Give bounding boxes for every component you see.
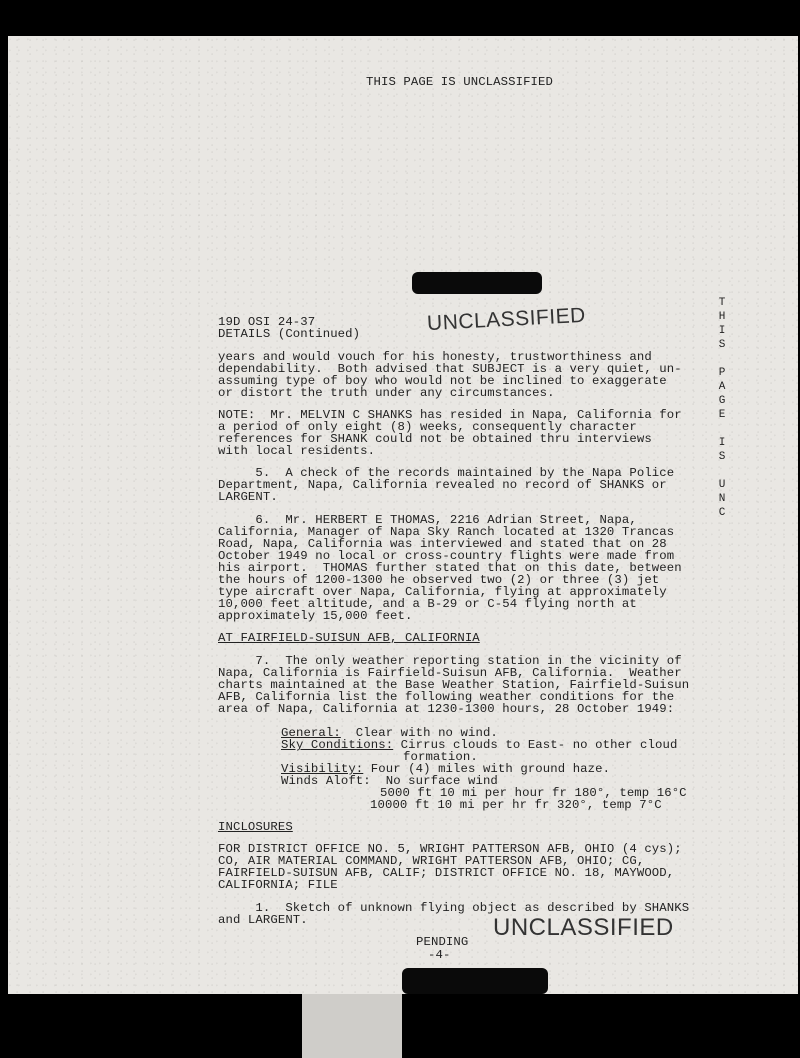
text-line: California, Manager of Napa Sky Ranch located at 1320 Trancas — [218, 525, 675, 539]
text-line: AFB, California list the following weather conditions for the — [218, 690, 675, 704]
text-line: 7. The only weather reporting station in the vicinity of — [218, 654, 682, 668]
next-page-edge — [302, 994, 402, 1058]
sky-label: Sky Conditions: — [281, 738, 394, 752]
text-line: charts maintained at the Base Weather Station, Fairfield-Suisun — [218, 678, 690, 692]
margin-char: N — [718, 493, 726, 505]
margin-char — [715, 464, 729, 478]
text-line: Department, Napa, California revealed no record of SHANKS or — [218, 478, 667, 492]
margin-char: H — [718, 311, 726, 323]
margin-char: S — [718, 451, 726, 463]
general-value: Clear with no wind. — [340, 726, 498, 740]
text-line: the hours of 1200-1300 he observed two (2) or three (3) jet — [218, 573, 660, 587]
winds-value: No surface wind — [370, 774, 498, 788]
visibility-label: Visibility: — [281, 762, 364, 776]
text-line: 6. Mr. HERBERT E THOMAS, 2216 Adrian Street, Napa, — [218, 513, 637, 527]
margin-char: A — [718, 381, 726, 393]
text-line: years and would vouch for his honesty, trustworthiness and — [218, 350, 652, 364]
text-line: his airport. THOMAS further stated that on this date, between — [218, 561, 682, 575]
margin-char: P — [718, 367, 726, 379]
weather-winds-10000: 10000 ft 10 mi per hr fr 320°, temp 7°C — [370, 798, 662, 812]
weather-winds-5000: 5000 ft 10 mi per hour fr 180°, temp 16°C — [380, 786, 687, 800]
margin-char — [715, 422, 729, 436]
page-number: -4- — [428, 948, 451, 962]
status-pending: PENDING — [416, 935, 469, 949]
text-line: NOTE: Mr. MELVIN C SHANKS has resided in Napa, California for — [218, 408, 682, 422]
text-line: area of Napa, California at 1230-1300 hours, 28 October 1949: — [218, 702, 675, 716]
weather-sky — [281, 739, 677, 751]
margin-char: U — [718, 479, 726, 491]
text-line: type aircraft over Napa, California, flying at approximately — [218, 585, 667, 599]
winds-label: Winds Aloft: — [281, 774, 371, 788]
text-line: and LARGENT. — [218, 913, 308, 927]
text-line: references for SHANK could not be obtained thru interviews — [218, 432, 652, 446]
text-line: CALIFORNIA; FILE — [218, 878, 338, 892]
text-line: Napa, California is Fairfield-Suisun AFB, California. Weather — [218, 666, 682, 680]
text-line: Road, Napa, California was interviewed and stated that on 28 — [218, 537, 667, 551]
margin-char: G — [718, 395, 726, 407]
text-line: with local residents. — [218, 444, 376, 458]
file-number: 19D OSI 24-37 — [218, 315, 316, 329]
classification-header: THIS PAGE IS UNCLASSIFIED — [366, 75, 553, 89]
text-line: LARGENT. — [218, 490, 278, 504]
general-label: General: — [281, 726, 341, 740]
inclosures-heading: INCLOSURES — [218, 820, 293, 834]
text-line: FOR DISTRICT OFFICE NO. 5, WRIGHT PATTERSON AFB, OHIO (4 cys); — [218, 842, 682, 856]
text-line: 5. A check of the records maintained by the Napa Police — [218, 466, 675, 480]
text-line: 1. Sketch of unknown flying object as described by SHANKS — [218, 901, 690, 915]
sky-value: Cirrus clouds to East- no other cloud — [393, 738, 678, 752]
margin-char: E — [718, 409, 726, 421]
section-heading: AT FAIRFIELD-SUISUN AFB, CALIFORNIA — [218, 631, 480, 645]
margin-char: T — [718, 297, 726, 309]
text-line: FAIRFIELD-SUISUN AFB, CALIF; DISTRICT OFFICE NO. 18, MAYWOOD, — [218, 866, 675, 880]
text-line: or distort the truth under any circumstances. — [218, 386, 555, 400]
unclassified-stamp-upper: UNCLASSIFIED — [426, 303, 587, 336]
text-line: 10,000 feet altitude, and a B-29 or C-54 flying north at — [218, 597, 637, 611]
text-line: assuming type of boy who would not be inclined to exaggerate — [218, 374, 667, 388]
text-line: CO, AIR MATERIAL COMMAND, WRIGHT PATTERSON AFB, OHIO; CG, — [218, 854, 645, 868]
unclassified-stamp-lower: UNCLASSIFIED — [493, 914, 674, 941]
margin-char: C — [718, 507, 726, 519]
margin-char: I — [718, 437, 726, 449]
margin-vertical-text — [715, 296, 729, 520]
margin-char: I — [718, 325, 726, 337]
text-line: a period of only eight (8) weeks, consequently character — [218, 420, 637, 434]
text-line: October 1949 no local or cross-country flights were made from — [218, 549, 675, 563]
text-line: dependability. Both advised that SUBJECT is a very quiet, un- — [218, 362, 682, 376]
section-title: DETAILS (Continued) — [218, 327, 361, 341]
margin-char — [715, 352, 729, 366]
weather-sky-continued: formation. — [403, 750, 478, 764]
text-line: approximately 15,000 feet. — [218, 609, 413, 623]
visibility-value: Four (4) miles with ground haze. — [363, 762, 611, 776]
redaction-top — [412, 272, 542, 294]
redaction-bottom — [402, 968, 548, 994]
margin-char: S — [718, 339, 726, 351]
